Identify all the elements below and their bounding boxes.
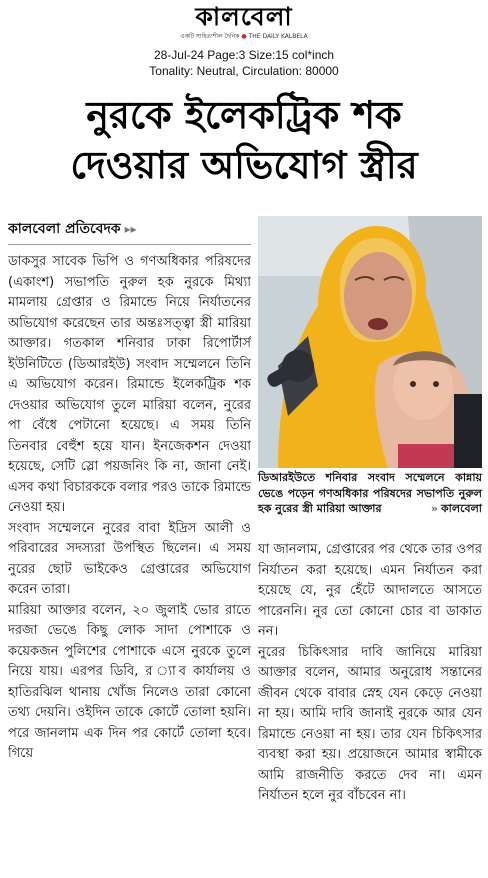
double-chevron-icon: ▸▸ xyxy=(124,222,137,236)
paragraph: সংবাদ সম্মেলনে নুরের বাবা ইদ্রিস আলী ও পরিবারের সদস্যরা উপস্থিত ছিলেন। এ সময় নুরের ছোট ভাইকেও গ্রেপ্তারের অভিযোগ করেন তারা। xyxy=(8,520,251,597)
clipping-meta-tonality: Tonality: Neutral, Circulation: 80000 xyxy=(149,64,339,78)
photo-caption xyxy=(258,470,482,532)
tagline-bn: একটি সাহিত্যশীল দৈনিক xyxy=(180,33,240,40)
tagline-dot-icon: ● xyxy=(241,33,247,40)
credit-text: কালবেলা xyxy=(440,502,482,515)
newspaper-logo: কালবেলা xyxy=(195,2,293,31)
paragraph: নুরের চিকিৎসার দাবি জানিয়ে মারিয়া আক্তার বলেন, আমার অনুরোধ সন্তানের জীবন থেকে বাবার স্নেহ যেন কেড়ে নেওয়া না হয়। আমি দাবি জানাই নুরকে আর যেন রিমান্ডে নেওয়া না হয়। তার যেন চিকিৎসার ব্যবস্থা করা হয়। প্রয়োজনে আমার স্বামীকে আমি রাজনীতি করতে দেব না। এমন নির্যাতন হলে নুর বাঁচবেন না। xyxy=(258,644,482,803)
masthead xyxy=(0,0,488,82)
photo-illustration xyxy=(258,216,482,468)
byline-text: কালবেলা প্রতিবেদক xyxy=(8,221,121,237)
article-headline xyxy=(12,90,476,190)
article-column-right xyxy=(258,540,482,872)
headline-line-2: দেওয়ার অভিযোগ স্ত্রীর xyxy=(70,143,418,187)
article-column-left xyxy=(8,252,251,870)
clipping-meta-date: 28-Jul-24 Page:3 Size:15 col*inch xyxy=(153,48,335,62)
byline xyxy=(8,218,251,240)
headline-line-1: নুরকে ইলেকট্রিক শক xyxy=(86,93,402,137)
photo-credit xyxy=(431,501,482,517)
byline-divider xyxy=(8,244,251,245)
news-photo xyxy=(258,216,482,468)
paragraph: ডাকসুর সাবেক ভিপি ও গণঅধিকার পরিষদের (একাংশ) সভাপতি নুরুল হক নুরকে মিথ্যা মামলায় গ্রেপ্তার ও রিমান্ডে নিয়ে নির্যাতনের অভিযোগ করেছেন তার অন্তঃসত্ত্বা স্ত্রী মারিয়া আক্তার। গতকাল শনিবার ঢাকা রিপোর্টার্স ইউনিটিতে (ডিআরইউ) সংবাদ সম্মেলনে তিনি এ অভিযোগ করেন। রিমান্ডে ইলেকট্রিক শক দেওয়ার অভিযোগ তুলে মারিয়া বলেন, নুরের পা বেঁধে পেটানো হয়েছে। এ সময় তিনি তিনবার বেহুঁশ হয়ে যান। ইনজেকশন দেওয়া হয়েছে, সেটি স্লো পয়জনিং কি না, জানা নেই। এসব কথা বিচারককে বলার পরও তাকে রিমান্ডে নেওয়া হয়। xyxy=(8,254,251,515)
paragraph: যা জানলাম, গ্রেপ্তারের পর থেকে তার ওপর নির্যাতন করা হয়েছে। এমন নির্যাতন করা হয়েছে যে, নুর হেঁটে আদালতে আসতে পারেননি। নুর তো কোনো চোর বা ডাকাত নন। xyxy=(258,542,482,639)
paragraph: মারিয়া আক্তার বলেন, ২০ জুলাই ভোর রাতে দরজা ভেঙে কিছু লোক সাদা পোশাকে ও কয়েকজন পুলিশের পোশাকে এসে নুরকে তুলে নিয়ে যায়। এরপর ডিবি, র ্যাব কার্যালয় ও হাতিরঝিল থানায় খোঁজ নিলেও তারা কোনো তথ্য দেয়নি। ওইদিন তাকে কোর্টে তোলা হয়নি। পরে জানলাম এক দিন পর কোর্টে তোলা হবে। গিয়ে xyxy=(8,602,251,761)
logo-tagline xyxy=(150,32,338,42)
tagline-en: THE DAILY KALBELA xyxy=(248,33,308,40)
double-chevron-icon: » xyxy=(430,502,438,515)
caption-text: ডিআরইউতে শনিবার সংবাদ সম্মেলনে কান্নায় ভেঙে পড়েন গণঅধিকার পরিষদের সভাপতি নুরুল হক নুরের স্ত্রী মারিয়া আক্তার xyxy=(258,471,482,515)
